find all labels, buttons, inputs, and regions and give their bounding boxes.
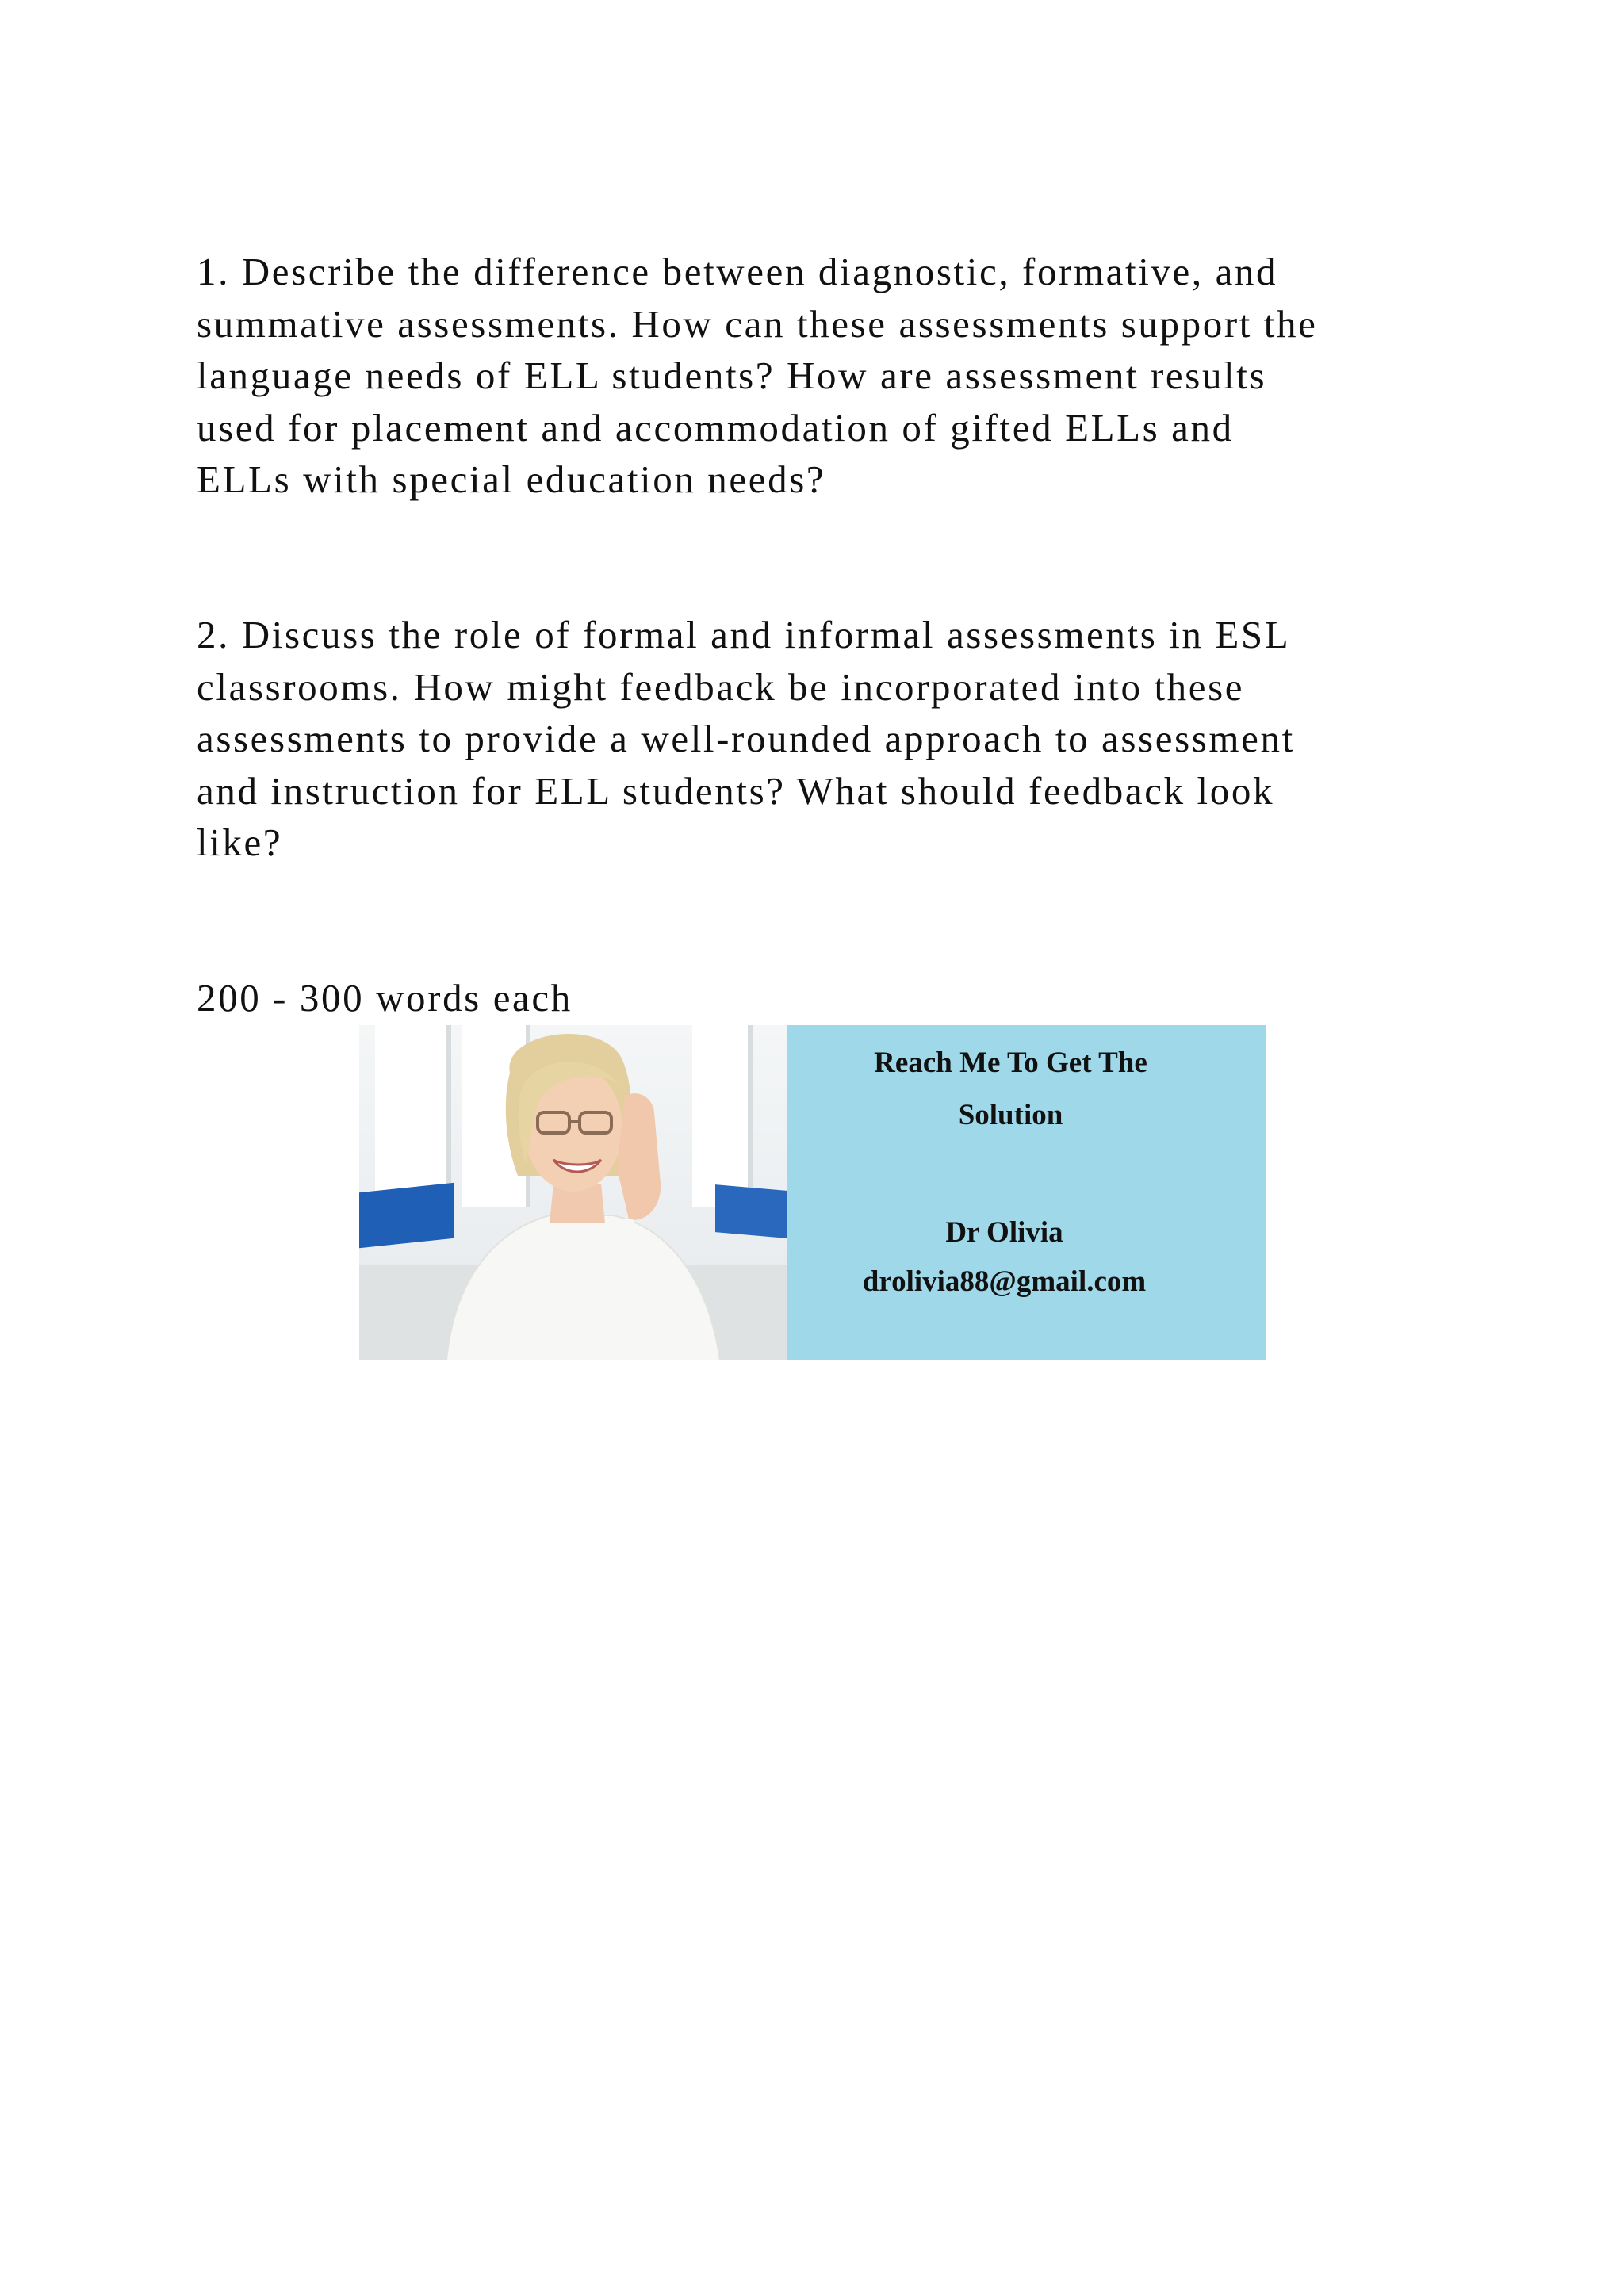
advert-photo [359, 1025, 787, 1360]
question-1-text: 1. Describe the difference between diagnostic, formative, and summative assessments. How can these assessments support the language needs of ELL students? How are assessment results used for placement and accommodation of gifted ELLs and ELLs with special education needs? [197, 250, 1318, 501]
woman-with-glasses-illustration [359, 1025, 787, 1360]
advert-contact-email: drolivia88@gmail.com [862, 1265, 1147, 1298]
word-count-note: 200 - 300 words each [197, 976, 573, 1020]
advert-contact-panel [787, 1025, 1266, 1360]
contact-advert-banner [359, 1025, 1266, 1360]
advert-headline-line-2: Solution [958, 1099, 1063, 1131]
advert-headline-line-1: Reach Me To Get The [874, 1047, 1147, 1079]
advert-contact-name: Dr Olivia [945, 1216, 1063, 1249]
question-2-text: 2. Discuss the role of formal and informal assessments in ESL classrooms. How might feedback be incorporated into these assessments to provide a well-rounded approach to assessment and instruction for ELL students? What should feedback look like? [197, 613, 1295, 864]
